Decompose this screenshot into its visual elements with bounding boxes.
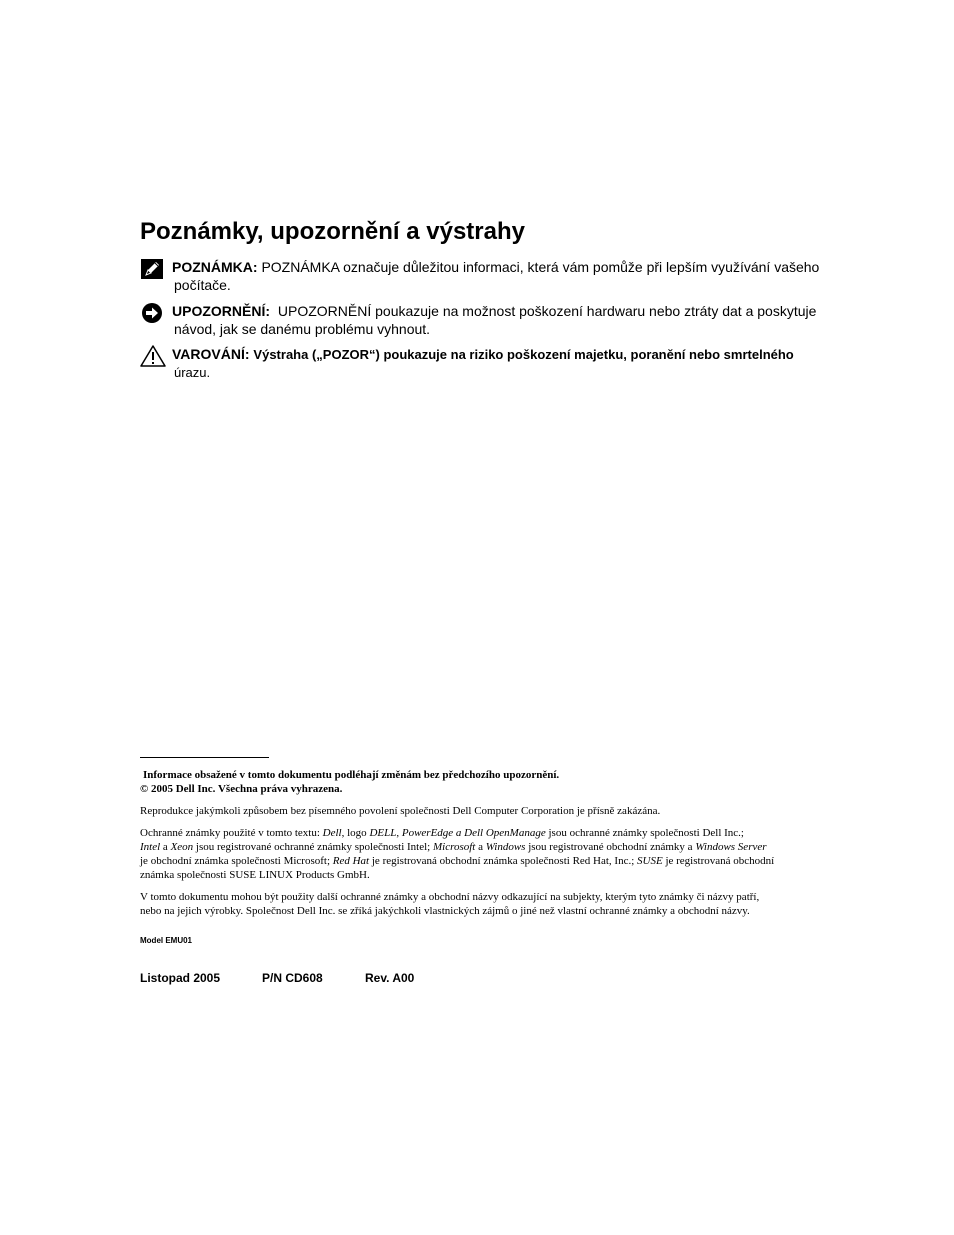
other-trademarks-line-2: nebo na jejich výrobky. Společnost Dell Inc. se zříká jakýchkoli vlastnických zájmů o jiné než vlastní ochranné známky a obchodní názvy. bbox=[140, 905, 750, 917]
warning-triangle-icon bbox=[140, 345, 166, 367]
legal-notice-block bbox=[140, 768, 840, 796]
document-footer bbox=[140, 971, 414, 985]
trademark-line-4: známka společnosti SUSE LINUX Products GmbH. bbox=[140, 869, 370, 881]
trademark-line-2: Intel a Xeon jsou registrované ochranné známky společnosti Intel; Microsoft a Windows jsou registrované obchodní známky a Windows Server bbox=[140, 841, 767, 853]
arrow-circle-icon bbox=[140, 302, 164, 324]
footer-date: Listopad 2005 bbox=[140, 971, 221, 985]
warning-text: Výstraha („POZOR“) poukazuje na riziko poškození majetku, poranění nebo smrtelného bbox=[253, 347, 794, 362]
model-number: Model EMU01 bbox=[140, 936, 193, 945]
note-notice bbox=[140, 258, 840, 294]
footer-part-number: P/N CD608 bbox=[262, 971, 323, 985]
warning-notice bbox=[140, 345, 840, 382]
caution-text: UPOZORNĚNÍ poukazuje na možnost poškození hardwaru nebo ztráty dat a poskytuje bbox=[277, 303, 817, 319]
caution-notice bbox=[140, 302, 840, 338]
reproduction-notice bbox=[140, 804, 840, 818]
page-title: Poznámky, upozornění a výstrahy bbox=[140, 218, 525, 245]
other-trademarks-line-1: V tomto dokumentu mohou být použity další ochranné známky a obchodní názvy odkazující na subjekty, kterým tyto známky či názvy patří, bbox=[140, 891, 760, 903]
warning-text-cont: úrazu. bbox=[174, 365, 211, 380]
footer-revision: Rev. A00 bbox=[365, 971, 415, 985]
trademark-line-1: Ochranné známky použité v tomto textu: Dell, logo DELL, PowerEdge a Dell OpenManage jsou ochranné známky společnosti Dell Inc.; bbox=[140, 827, 744, 839]
change-notice: Informace obsažené v tomto dokumentu podléhají změnám bez předchozího upozornění. bbox=[143, 769, 560, 781]
caution-label: UPOZORNĚNÍ: bbox=[172, 303, 270, 319]
trademark-line-3: je obchodní známka společnosti Microsoft; Red Hat je registrovaná obchodní známka společnosti Red Hat, Inc.; SUSE je registrovaná obchodní bbox=[140, 855, 775, 867]
pencil-note-icon bbox=[140, 258, 164, 280]
note-text: POZNÁMKA označuje důležitou informaci, která vám pomůže při lepším využívání vašeho bbox=[261, 259, 820, 275]
caution-text-cont: návod, jak se danému problému vyhnout. bbox=[174, 321, 431, 337]
note-text-cont: počítače. bbox=[174, 277, 231, 293]
warning-label: VAROVÁNÍ: bbox=[172, 346, 250, 362]
note-label: POZNÁMKA: bbox=[172, 259, 258, 275]
footnote-rule bbox=[140, 757, 269, 758]
reproduction-text: Reprodukce jakýmkoli způsobem bez písemného povolení společnosti Dell Computer Corporation je přísně zakázána. bbox=[140, 805, 661, 817]
other-trademarks-notice bbox=[140, 890, 845, 918]
copyright: © 2005 Dell Inc. Všechna práva vyhrazena. bbox=[140, 783, 343, 795]
trademark-notice bbox=[140, 826, 845, 882]
